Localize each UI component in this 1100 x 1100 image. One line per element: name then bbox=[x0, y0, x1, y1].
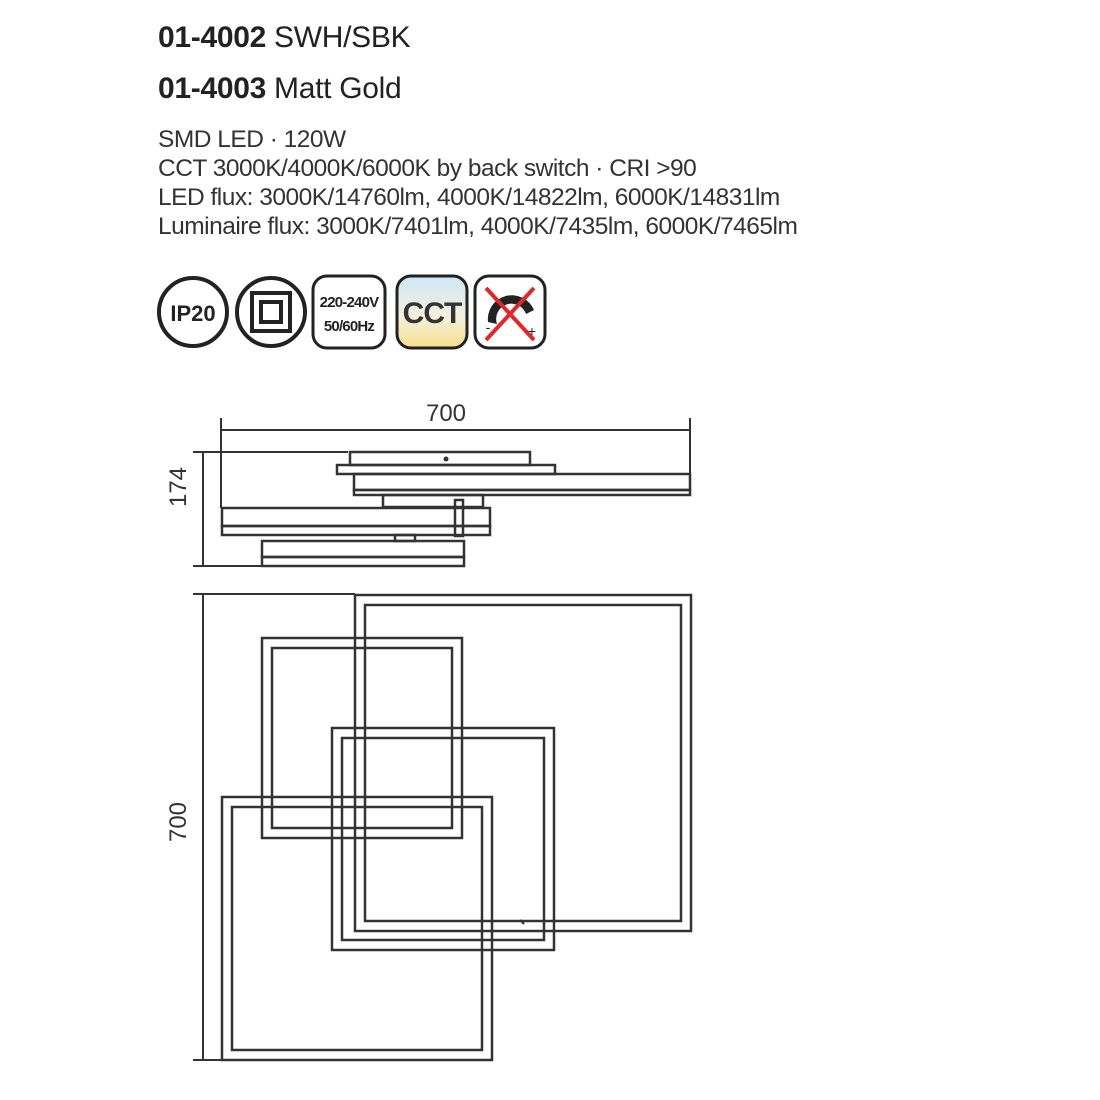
spec-line: SMD LED · 120W bbox=[158, 126, 346, 153]
product-finish: Matt Gold bbox=[274, 72, 402, 105]
product-code: 01-4003 bbox=[158, 72, 266, 105]
height-dimension-label: 174 bbox=[165, 466, 192, 508]
spec-line: LED flux: 3000K/14760lm, 4000K/14822lm, 6000K/14831lm bbox=[158, 184, 780, 211]
ip-rating-label: IP20 bbox=[170, 301, 216, 326]
dim-plus-label: + bbox=[527, 323, 537, 339]
spec-line: Luminaire flux: 3000K/7401lm, 4000K/7435lm, 6000K/7465lm bbox=[158, 213, 798, 240]
side-view bbox=[222, 452, 690, 566]
voltage-label: 220-240V bbox=[319, 294, 379, 311]
cct-label: CCT bbox=[402, 297, 462, 330]
dim-minus-label: - bbox=[485, 319, 491, 335]
product-code: 01-4002 bbox=[158, 21, 266, 54]
width-dimension-label: 700 bbox=[425, 400, 467, 427]
frequency-label: 50/60Hz bbox=[323, 318, 375, 335]
frame-large-top-right bbox=[355, 595, 691, 931]
plan-view bbox=[222, 595, 691, 1060]
product-finish: SWH/SBK bbox=[274, 21, 411, 54]
length-dimension-label: 700 bbox=[165, 801, 192, 843]
spec-line: CCT 3000K/4000K/6000K by back switch · CRI >90 bbox=[158, 155, 697, 182]
